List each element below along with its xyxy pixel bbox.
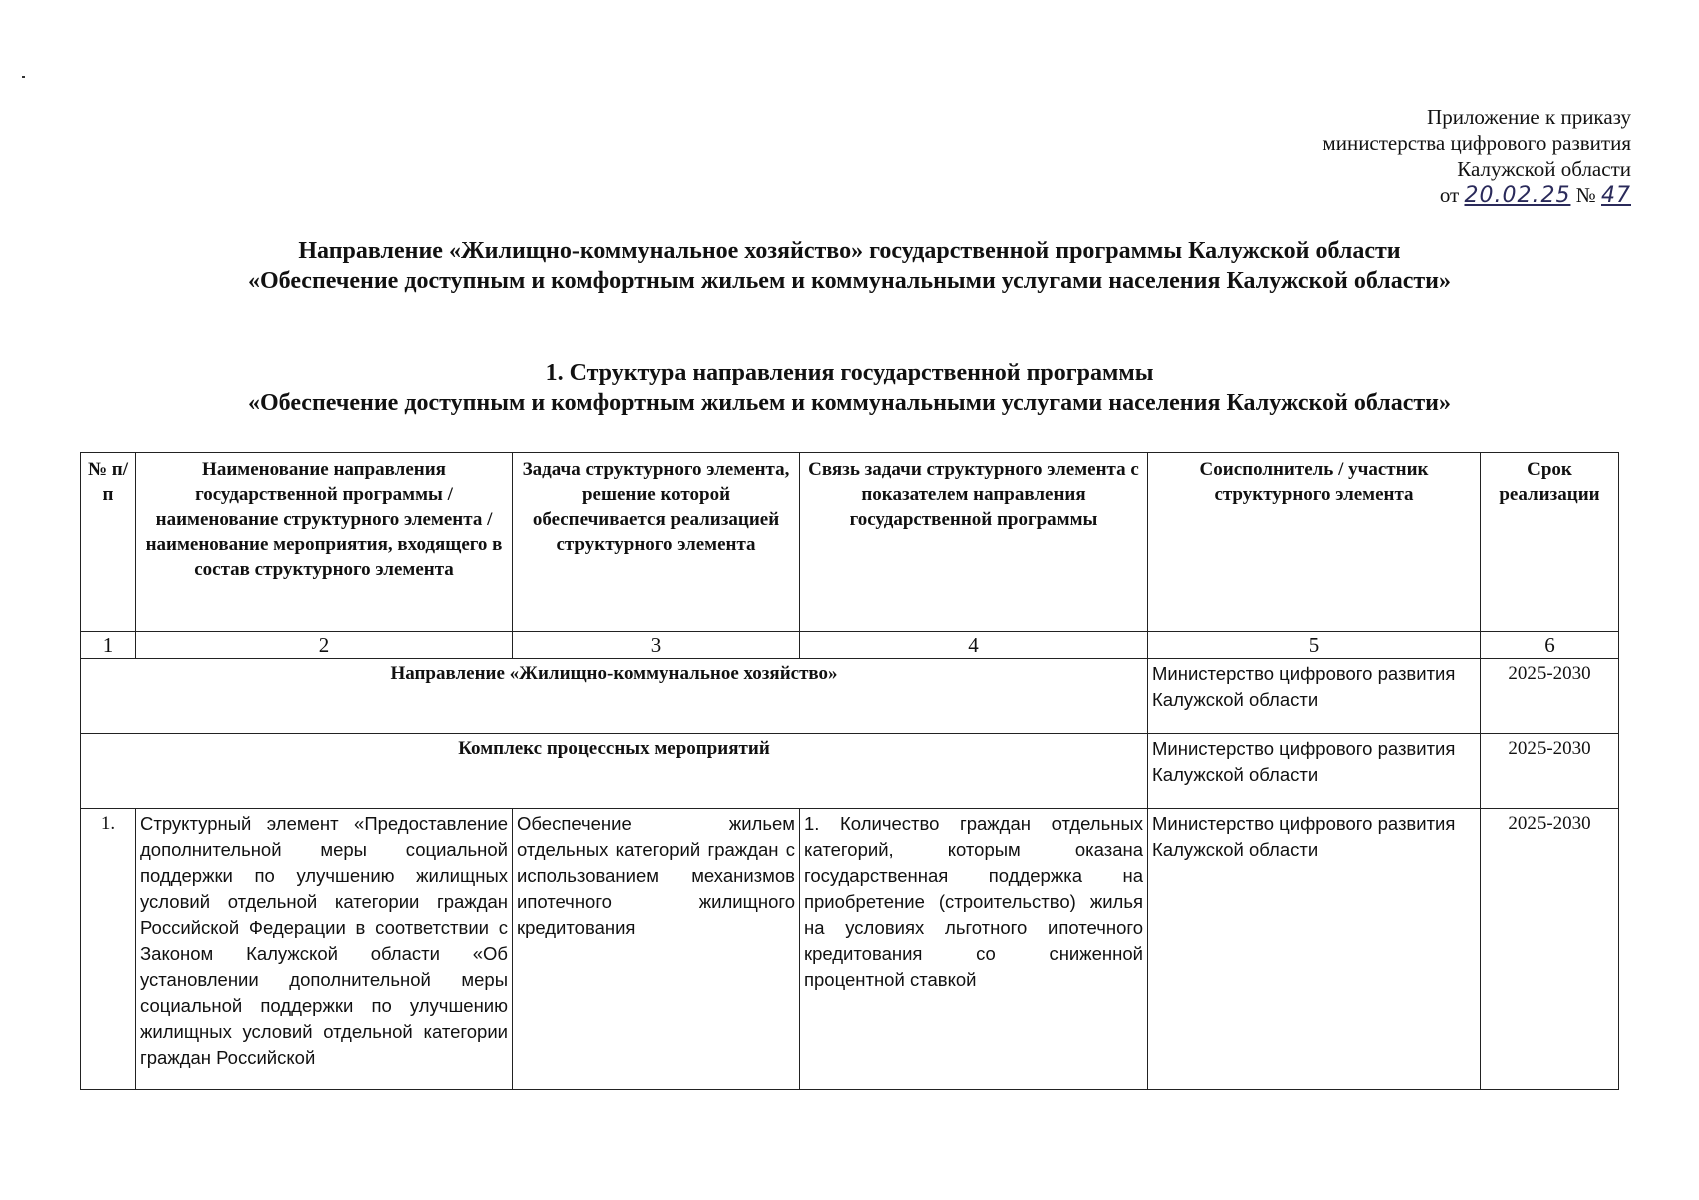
row-executor: Министерство цифрового развития Калужской области	[1148, 809, 1481, 1090]
row-term: 2025-2030	[1481, 809, 1619, 1090]
scan-speck	[22, 76, 25, 78]
appendix-block	[1171, 104, 1631, 209]
row-task: Обеспечение жильем отдельных категорий граждан с использованием механизмов ипотечного жилищного кредитования	[513, 809, 800, 1090]
complex-executor: Министерство цифрового развития Калужской области	[1148, 734, 1481, 809]
table-row	[81, 809, 1619, 1090]
column-number: 6	[1481, 632, 1619, 659]
complex-title: Комплекс процессных мероприятий	[81, 734, 1148, 809]
appendix-line-3: Калужской области	[1457, 157, 1631, 181]
row-name: Структурный элемент «Предоставление дополнительной меры социальной поддержки по улучшению жилищных условий отдельной категории граждан Российской Федерации в соответствии с Законом Калужской области «Об установлении дополнительной меры социальной поддержки по улучшению жилищных условий отдельной категории граждан Российской	[136, 809, 513, 1090]
section-title-line-2: «Обеспечение доступным и комфортным жильем и коммунальными услугами населения Калужской области»	[248, 390, 1451, 416]
document-title	[0, 236, 1699, 296]
column-number: 3	[513, 632, 800, 659]
appendix-line-2: министерства цифрового развития	[1322, 131, 1631, 155]
column-number-row	[81, 632, 1619, 659]
document-title-line-2: «Обеспечение доступным и комфортным жильем и коммунальными услугами населения Калужской области»	[248, 268, 1451, 294]
appendix-prefix: от	[1439, 183, 1460, 207]
column-number: 5	[1148, 632, 1481, 659]
appendix-number-label: №	[1575, 183, 1596, 207]
header-name: Наименование направления государственной программы / наименование структурного элемента / наименование мероприятия, входящего в состав структурного элемента	[136, 453, 513, 632]
row-link: 1. Количество граждан отдельных категорий, которым оказана государственная поддержка на приобретение (строительство) жилья на условиях льготного ипотечного кредитования со сниженной процентной ставкой	[800, 809, 1148, 1090]
section-title-line-1: 1. Структура направления государственной программы	[545, 360, 1154, 386]
table-header-row	[81, 453, 1619, 632]
direction-title: Направление «Жилищно-коммунальное хозяйство»	[81, 659, 1148, 734]
header-link: Связь задачи структурного элемента с показателем направления государственной программы	[800, 453, 1148, 632]
appendix-line-1: Приложение к приказу	[1427, 105, 1631, 129]
header-task: Задача структурного элемента, решение которой обеспечивается реализацией структурного элемента	[513, 453, 800, 632]
direction-row	[81, 659, 1619, 734]
appendix-date: 20.02.25	[1464, 183, 1571, 208]
column-number: 2	[136, 632, 513, 659]
column-number: 1	[81, 632, 136, 659]
direction-executor: Министерство цифрового развития Калужской области	[1148, 659, 1481, 734]
row-num: 1.	[81, 809, 136, 1090]
complex-row	[81, 734, 1619, 809]
header-term: Срок реализации	[1481, 453, 1619, 632]
structure-table	[80, 452, 1619, 1090]
document-title-line-1: Направление «Жилищно-коммунальное хозяйство» государственной программы Калужской области	[298, 238, 1401, 264]
header-executor: Соисполнитель / участник структурного элемента	[1148, 453, 1481, 632]
complex-term: 2025-2030	[1481, 734, 1619, 809]
direction-term: 2025-2030	[1481, 659, 1619, 734]
header-num: № п/п	[81, 453, 136, 632]
column-number: 4	[800, 632, 1148, 659]
appendix-number: 47	[1601, 183, 1631, 208]
appendix-date-line	[1171, 182, 1631, 209]
section-title	[0, 358, 1699, 418]
